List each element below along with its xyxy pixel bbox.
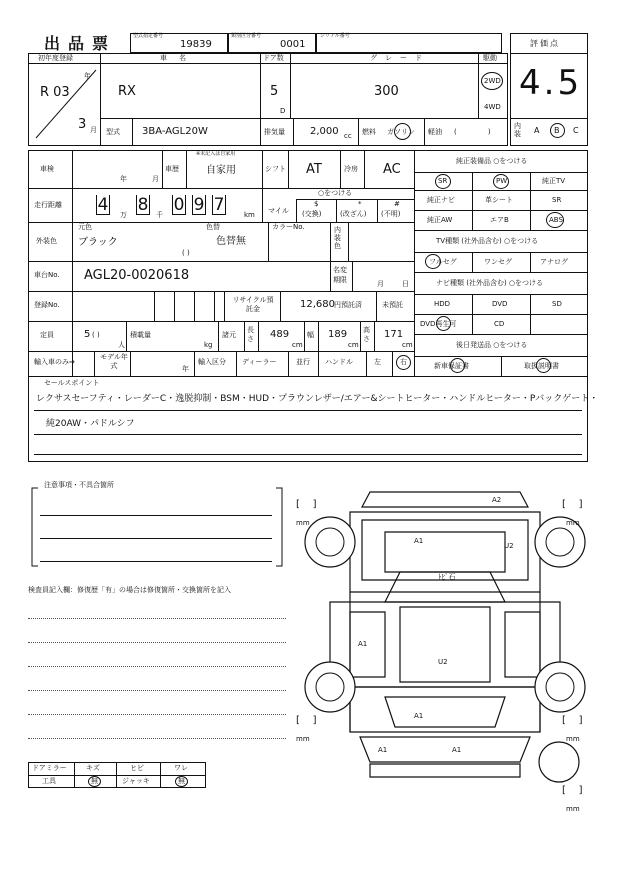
fuel-selected-circle — [394, 123, 411, 140]
sheet-title: 出品票 — [44, 34, 117, 53]
displacement-value: 2,000 — [310, 126, 339, 137]
navi-dvd: DVD — [492, 300, 508, 308]
equip-navi: 純正ナビ — [427, 196, 455, 204]
navi-sd: SD — [552, 300, 562, 308]
tv-fullseg: フルセグ — [429, 258, 457, 266]
grade-value: 300 — [374, 84, 399, 99]
fuel-label: 燃料 — [362, 128, 376, 136]
capacity-unit: ( ) — [92, 331, 100, 339]
recycle-suffix: 円預託済 — [334, 301, 362, 309]
mark-a1-bumper-left: A1 — [378, 746, 388, 754]
reg-no-label: 登録No. — [34, 301, 60, 309]
mark-u2-center: U2 — [438, 658, 448, 666]
sales-line-2: 純20AW・パドルシフ — [46, 419, 135, 429]
fuel-light-oil: 軽油 — [428, 128, 442, 136]
load-kg: kg — [204, 341, 213, 349]
import-parallel: 並行 — [296, 358, 310, 366]
color-now-label: 色替 — [206, 223, 220, 231]
car-diagram — [290, 472, 600, 812]
equip-aw: 純正AW — [427, 216, 453, 224]
tire-bracket-rr: [ ] — [562, 715, 583, 726]
interior-grade-c: C — [573, 126, 579, 135]
equip-sr: SR — [552, 196, 562, 204]
mileage-digit-2: 8 — [137, 195, 149, 215]
cc-unit: cc — [344, 132, 352, 140]
mileage-label: 走行距離 — [34, 201, 62, 209]
tire-bracket-spare: [ ] — [562, 785, 583, 796]
tv-fullseg-circle — [425, 254, 441, 269]
tire-bracket-fl: [ ] — [296, 499, 317, 510]
tv-header: TV種類 (社外品含む) ○をつける — [436, 237, 539, 245]
meter-dollar: $ — [314, 200, 319, 208]
drive-4wd: 4WD — [484, 103, 501, 111]
navi-hdd: HDD — [434, 300, 451, 308]
mileage-digit-4: 9 — [193, 195, 205, 215]
width-cm: cm — [348, 341, 359, 349]
orig-color-label: 元色 — [78, 223, 92, 231]
name-change-label: 名変期限 — [333, 266, 347, 284]
length-value: 489 — [270, 329, 290, 340]
mileage-sen: 千 — [156, 211, 163, 219]
meter-hash: # — [394, 200, 400, 208]
legend-crack: ヒビ — [130, 764, 144, 772]
capacity-value: 5 — [84, 329, 91, 340]
type-label: 型式 — [106, 128, 120, 136]
legend-break: ワレ — [174, 764, 188, 772]
equip-sr-top-circle — [435, 174, 451, 189]
mark-a1-rear: A1 — [414, 712, 424, 720]
drive-label: 駆動 — [483, 54, 497, 62]
color-paren: ( ) — [182, 249, 190, 257]
inspection-label: 車検 — [40, 165, 54, 173]
model-cert-label: 型式指定番号 — [133, 33, 164, 39]
first-reg-label: 初年度登録 — [38, 54, 73, 62]
fuel-other-paren: ( ) — [454, 128, 491, 136]
equip-leather: 革シート — [485, 196, 513, 204]
equip-abs: ABS — [549, 216, 563, 224]
model-year-unit: 年 — [182, 365, 189, 373]
handle-right: 右 — [400, 358, 407, 366]
equip-airbag: エアB — [490, 216, 509, 224]
drive-selected-circle — [481, 72, 503, 90]
navi-header: ナビ種類 (社外品含む) ○をつける — [436, 279, 544, 287]
fuel-gasoline: ガソリン — [387, 128, 415, 136]
caution-label: 注意事項・不具合箇所 — [44, 481, 114, 489]
mileage-digit-5: 7 — [213, 195, 225, 215]
door-suffix: D — [280, 107, 286, 115]
inspection-year: 年 — [120, 175, 127, 183]
mark-u2-right: U2 — [504, 542, 514, 550]
tire-mm-rl: mm — [296, 735, 310, 743]
import-label: 輸入車のみ⇒ — [34, 358, 75, 366]
mark-a2: A2 — [492, 496, 502, 504]
model-year-label: モデル年式 — [100, 353, 128, 370]
name-change-day: 日 — [402, 280, 409, 288]
interior-grade-b: B — [554, 126, 560, 135]
mileage-digit-1: 4 — [97, 195, 109, 215]
import-type-label: 輸入区分 — [198, 358, 226, 366]
serial-label: シリアル番号 — [320, 33, 350, 39]
doors-value: 5 — [270, 84, 279, 99]
post-warranty-circle — [450, 358, 465, 373]
color-change-value: 色替無 — [216, 236, 246, 247]
ac-value: AC — [383, 162, 401, 177]
equip-sr-top: SR — [438, 177, 448, 185]
tire-mm-fl: mm — [296, 519, 310, 527]
inspector-label: 検査員記入欄：修復歴「有」の場合は修復箇所・交換箇所を記入 — [28, 586, 231, 594]
shift-label: シフト — [265, 165, 286, 173]
meter-mile: マイル — [268, 207, 289, 215]
displacement-label: 排気量 — [264, 128, 285, 136]
sales-line-1: レクサスセーフティ・レーダーC・逸脱抑制・BSM・HUD・プラウンレザー/エアー&シートヒーター・ハンドルヒーター・Pバックゲート・ — [36, 394, 599, 404]
meter-hash-sub: (不明) — [381, 210, 401, 218]
usage-value: 自家用 — [206, 165, 236, 176]
tv-analog: アナログ — [540, 258, 568, 266]
first-reg-year: R 03 — [40, 85, 70, 100]
width-value: 189 — [328, 329, 348, 340]
legend-tools: 工具 — [42, 777, 56, 785]
length-label: 長さ — [247, 326, 254, 343]
capacity-person: 人 — [118, 341, 125, 349]
legend-tools-circle — [88, 776, 101, 787]
handle-left: 左 — [374, 358, 381, 366]
load-label: 積載量 — [130, 331, 151, 339]
tire-mm-fr: mm — [566, 519, 580, 527]
post-warranty: 新車保証書 — [434, 362, 469, 370]
vehicle-name: RX — [118, 84, 136, 99]
legend-mirror: ドアミラー — [32, 764, 67, 772]
interior-selected-circle — [550, 123, 565, 138]
height-cm: cm — [402, 341, 413, 349]
caution-bracket — [28, 481, 288, 570]
navi-dvd-play-circle — [436, 316, 451, 331]
dims-label: 諸元 — [222, 331, 236, 339]
mark-stonechip: ﾄﾋﾞ石 — [438, 573, 456, 581]
color-value: ブラック — [78, 237, 118, 248]
usage-label: 車歴 — [165, 165, 179, 173]
height-label: 高さ — [363, 326, 370, 343]
tv-oneseg: ワンセグ — [484, 258, 512, 266]
chassis-value: AGL20-0020618 — [84, 268, 190, 283]
mileage-digit-3: 0 — [173, 195, 185, 215]
genuine-header: 純正装備品 ○をつける — [456, 157, 528, 165]
equip-pw: PW — [496, 177, 508, 185]
post-header: 後日発送品 ○をつける — [456, 341, 528, 349]
color-no-label: カラーNo. — [272, 223, 305, 231]
height-value: 171 — [384, 329, 404, 340]
tire-bracket-rl: [ ] — [296, 715, 317, 726]
inspection-month: 月 — [152, 175, 159, 183]
mark-a1-bumper-right: A1 — [452, 746, 462, 754]
legend-tools-value: 無 — [91, 777, 98, 785]
mark-a1-roof: A1 — [414, 537, 424, 545]
legend-scratch: キズ — [86, 764, 100, 772]
month-unit: 月 — [90, 126, 97, 134]
meter-dollar-sub: (交換) — [302, 210, 322, 218]
post-manual-circle — [536, 358, 551, 373]
tire-bracket-fr: [ ] — [562, 499, 583, 510]
tire-mm-spare: mm — [566, 805, 580, 813]
equip-abs-circle — [546, 212, 564, 228]
usage-note: ※未記入は自家用 — [196, 151, 236, 157]
mileage-km: km — [244, 211, 255, 219]
shift-value: AT — [306, 162, 322, 177]
mark-a1-left: A1 — [358, 640, 368, 648]
equip-tv: 純正TV — [542, 177, 566, 185]
handle-label: ハンドル — [325, 358, 353, 366]
legend-jack: ジャッキ — [122, 777, 150, 785]
interior-grade-a: A — [534, 126, 540, 135]
drive-2wd: 2WD — [484, 77, 501, 85]
model-cert-value: 19839 — [180, 39, 212, 50]
chassis-label: 車台No. — [34, 271, 60, 279]
meter-star-sub: (改ざん) — [340, 210, 367, 218]
meter-circle-note: ○をつける — [318, 189, 353, 197]
sales-label: セールスポイント — [44, 379, 100, 387]
tire-mm-rr: mm — [566, 735, 580, 743]
recycle-label: リサイクル預託金 — [232, 296, 274, 313]
year-unit: 年 — [84, 72, 91, 80]
length-cm: cm — [292, 341, 303, 349]
score-value: 4.5 — [519, 63, 583, 103]
mileage-man: 万 — [120, 211, 127, 219]
width-label: 幅 — [307, 331, 314, 339]
interior-color-label: 内装色 — [334, 226, 341, 250]
ac-label: 冷房 — [344, 165, 358, 173]
navi-cd: CD — [494, 320, 505, 328]
class-value: 0001 — [280, 39, 306, 50]
color-label: 外装色 — [36, 237, 57, 245]
doors-label: ドア数 — [263, 54, 284, 62]
import-dealer: ディーラー — [242, 358, 277, 366]
legend-jack-value: 無 — [178, 777, 185, 785]
meter-star: * — [358, 200, 362, 208]
capacity-label: 定員 — [40, 331, 54, 339]
post-manual: 取扱説明書 — [524, 362, 559, 370]
class-label: 類別区分番号 — [231, 33, 262, 39]
grade-label: グレード — [370, 54, 430, 62]
name-label: 車名 — [160, 54, 198, 62]
score-label: 評価点 — [530, 39, 560, 48]
navi-dvd-play: DVD再生可 — [420, 320, 457, 328]
name-change-month: 月 — [377, 280, 384, 288]
recycle-unpaid: 未預託 — [382, 301, 403, 309]
recycle-amount: 12,680 — [300, 299, 335, 310]
type-value: 3BA-AGL20W — [142, 126, 208, 137]
interior-label: 内装 — [514, 122, 521, 138]
first-reg-month: 3 — [78, 117, 87, 132]
equip-pw-circle — [493, 174, 509, 189]
handle-selected-circle — [396, 355, 411, 370]
legend-jack-circle — [175, 776, 188, 787]
